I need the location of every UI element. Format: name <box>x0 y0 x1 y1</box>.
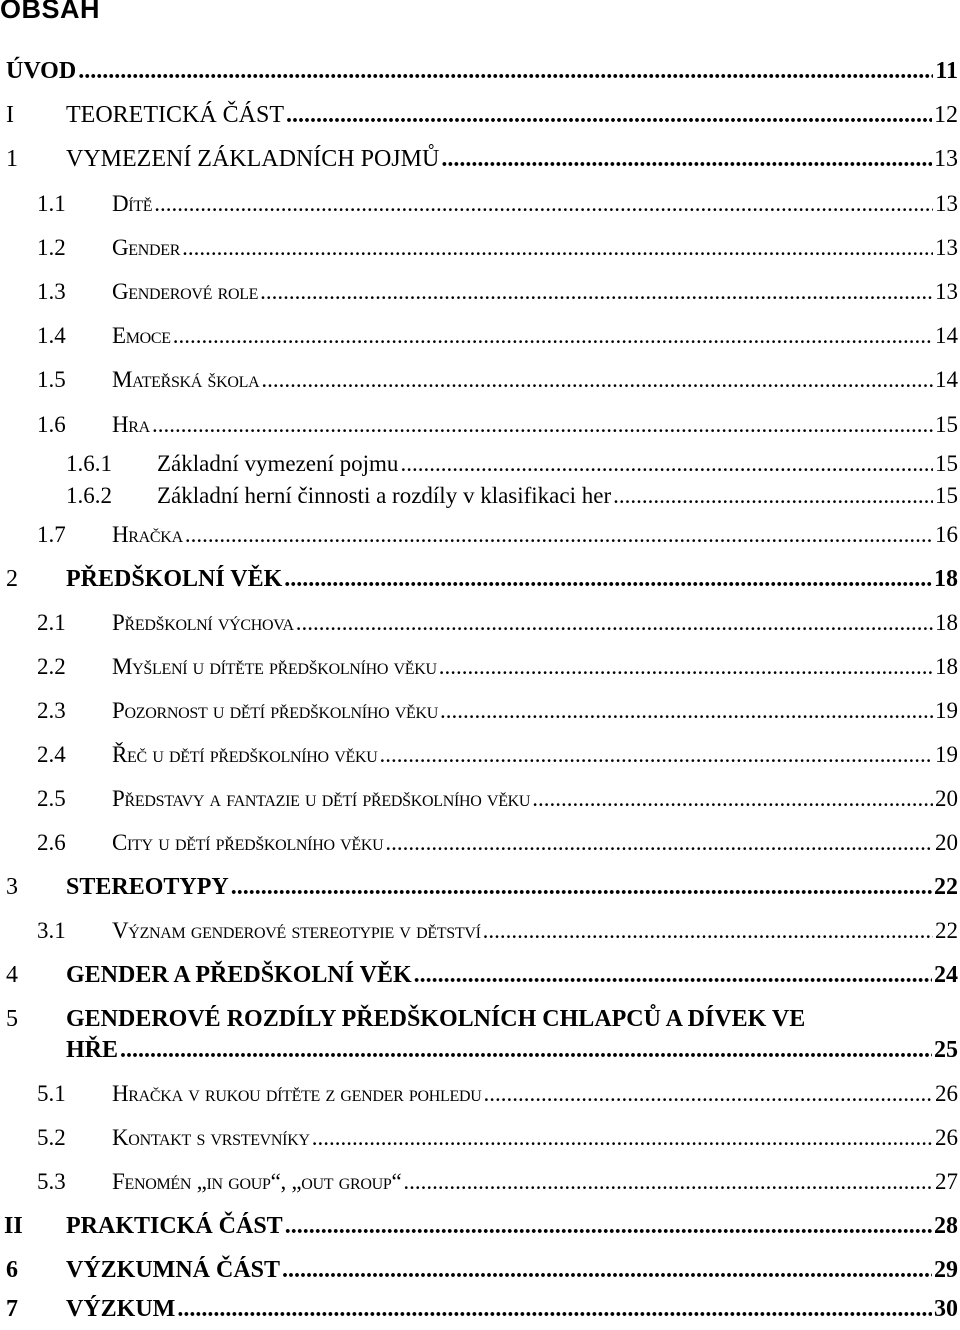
toc-entry-number: 5.2 <box>37 1125 66 1150</box>
toc-leader-dots <box>385 830 933 856</box>
toc-entry-page: 14 <box>935 323 958 348</box>
toc-entry-title: HŘE <box>66 1037 119 1063</box>
toc-entry-title: Význam genderové stereotypie v dětství <box>112 918 481 943</box>
toc-entry-chapter-5[interactable] <box>0 1037 958 1071</box>
toc-leader-dots <box>296 610 933 636</box>
toc-entry-title: Dítě <box>112 191 153 216</box>
toc-leader-dots <box>532 786 933 812</box>
toc-entry-number: 1 <box>6 146 18 172</box>
toc-entry-page: 27 <box>935 1169 958 1194</box>
toc-entry-number: 4 <box>6 962 18 988</box>
toc-entry-title: Gender <box>112 235 181 260</box>
toc-entry-page: 18 <box>935 610 958 635</box>
toc-entry-2-3[interactable] <box>0 698 958 732</box>
toc-entry-title: VÝZKUMNÁ ČÁST <box>66 1257 281 1283</box>
toc-heading: OBSAH <box>0 0 101 24</box>
toc-entry-5-3[interactable] <box>0 1169 958 1203</box>
toc-entry-page: 26 <box>935 1125 958 1150</box>
toc-entry-title: Hračka v rukou dítěte z gender pohledu <box>112 1081 482 1106</box>
toc-leader-dots <box>414 962 932 989</box>
toc-entry-2-1[interactable] <box>0 610 958 644</box>
toc-entry-1-6[interactable] <box>0 412 958 446</box>
toc-entry-number: 5.3 <box>37 1169 66 1194</box>
toc-entry-1-6-1[interactable] <box>0 451 958 485</box>
toc-entry-number: 1.6 <box>37 412 66 437</box>
toc-entry-number: 6 <box>6 1257 18 1283</box>
toc-leader-dots <box>400 451 933 477</box>
toc-entry-1-1[interactable] <box>0 191 958 225</box>
toc-entry-page: 24 <box>934 962 958 988</box>
toc-leader-dots <box>441 146 932 173</box>
toc-leader-dots <box>231 874 932 901</box>
toc-entry-title: Řeč u dětí předškolního věku <box>112 742 378 767</box>
toc-entry-title: Pozornost u dětí předškolního věku <box>112 698 439 723</box>
toc-entry-number: 2.5 <box>37 786 66 811</box>
toc-entry-page: 14 <box>935 367 958 392</box>
toc-entry-part-1[interactable] <box>0 102 958 136</box>
toc-entry-title: PŘEDŠKOLNÍ VĚK <box>66 566 283 592</box>
toc-leader-dots <box>439 654 933 680</box>
toc-entry-chapter-7[interactable] <box>0 1296 958 1330</box>
toc-entry-page: 22 <box>935 918 958 943</box>
toc-leader-dots <box>261 367 933 393</box>
toc-entry-number: 2.6 <box>37 830 66 855</box>
toc-leader-dots <box>120 1037 932 1064</box>
toc-entry-page: 11 <box>935 58 958 84</box>
toc-entry-part-2[interactable] <box>0 1213 958 1247</box>
toc-entry-page: 15 <box>935 483 958 508</box>
toc-entry-page: 13 <box>934 146 958 172</box>
toc-entry-number: 5 <box>6 1006 18 1032</box>
toc-entry-page: 20 <box>935 830 958 855</box>
toc-leader-dots <box>177 1296 932 1323</box>
toc-leader-dots <box>173 323 933 349</box>
toc-entry-title: Fenomén „in goup“, „out group“ <box>112 1169 402 1194</box>
toc-entry-number: 2.3 <box>37 698 66 723</box>
toc-entry-title: City u dětí předškolního věku <box>112 830 384 855</box>
toc-entry-5-1[interactable] <box>0 1081 958 1115</box>
toc-entry-title: Hračka <box>112 522 183 547</box>
toc-entry-title: GENDER A PŘEDŠKOLNÍ VĚK <box>66 962 412 988</box>
toc-entry-page: 16 <box>935 522 958 547</box>
toc-entry-page: 28 <box>934 1213 958 1239</box>
toc-entry-page: 18 <box>934 566 958 592</box>
toc-entry-3-1[interactable] <box>0 918 958 952</box>
toc-entry-number: 1.6.2 <box>66 483 112 508</box>
toc-entry-page: 20 <box>935 786 958 811</box>
toc-entry-5-2[interactable] <box>0 1125 958 1159</box>
toc-entry-chapter-5-line1[interactable] <box>0 1006 958 1040</box>
toc-entry-page: 19 <box>935 698 958 723</box>
toc-leader-dots <box>483 1081 933 1107</box>
toc-entry-title: Předškolní výchova <box>112 610 294 635</box>
toc-entry-title: Kontakt s vrstevníky <box>112 1125 310 1150</box>
toc-entry-number: 1.6.1 <box>66 451 112 476</box>
toc-entry-number: 5.1 <box>37 1081 66 1106</box>
toc-entry-title: Základní vymezení pojmu <box>157 451 399 476</box>
toc-entry-title: STEREOTYPY <box>66 874 229 900</box>
toc-entry-number: 1.7 <box>37 522 66 547</box>
toc-entry-page: 29 <box>934 1257 958 1283</box>
toc-leader-dots <box>613 483 933 509</box>
toc-entry-chapter-6[interactable] <box>0 1257 958 1291</box>
toc-entry-title: ÚVOD <box>6 58 77 84</box>
toc-entry-chapter-1[interactable] <box>0 146 958 180</box>
toc-entry-title: Základní herní činnosti a rozdíly v klasifikaci her <box>157 483 612 508</box>
toc-leader-dots <box>78 58 933 85</box>
toc-entry-1-6-2[interactable] <box>0 483 958 517</box>
toc-entry-page: 15 <box>935 412 958 437</box>
toc-entry-chapter-4[interactable] <box>0 962 958 996</box>
toc-entry-number: 2.1 <box>37 610 66 635</box>
toc-entry-chapter-3[interactable] <box>0 874 958 908</box>
toc-leader-dots <box>152 412 933 438</box>
toc-entry-title: Hra <box>112 412 150 437</box>
toc-entry-page: 30 <box>934 1296 958 1322</box>
toc-entry-page: 18 <box>935 654 958 679</box>
toc-leader-dots <box>312 1125 933 1151</box>
toc-entry-number: 7 <box>6 1296 18 1322</box>
toc-entry-number: 3 <box>6 874 18 900</box>
toc-entry-number: 1.3 <box>37 279 66 304</box>
toc-entry-1-4[interactable] <box>0 323 958 357</box>
toc-entry-title: Emoce <box>112 323 171 348</box>
toc-entry-title: PRAKTICKÁ ČÁST <box>66 1213 283 1239</box>
toc-entry-2-5[interactable] <box>0 786 958 820</box>
toc-entry-chapter-2[interactable] <box>0 566 958 600</box>
toc-entry-2-2[interactable] <box>0 654 958 688</box>
toc-entry-title-line1: GENDEROVÉ ROZDÍLY PŘEDŠKOLNÍCH CHLAPCŮ A DÍVEK VE <box>66 1006 806 1032</box>
toc-entry-number: I <box>6 102 14 128</box>
toc-entry-number: 1.4 <box>37 323 66 348</box>
toc-entry-number: 1.5 <box>37 367 66 392</box>
toc-entry-title: Myšlení u dítěte předškolního věku <box>112 654 437 679</box>
toc-entry-2-6[interactable] <box>0 830 958 864</box>
toc-entry-title: Genderové role <box>112 279 259 304</box>
toc-leader-dots <box>182 235 933 261</box>
toc-leader-dots <box>440 698 933 724</box>
toc-leader-dots <box>284 566 932 593</box>
toc-leader-dots <box>185 522 933 548</box>
toc-entry-page: 25 <box>934 1037 958 1063</box>
toc-entry-title: TEORETICKÁ ČÁST <box>66 102 284 128</box>
toc-leader-dots <box>260 279 933 305</box>
toc-entry-2-4[interactable] <box>0 742 958 776</box>
toc-entry-page: 13 <box>935 191 958 216</box>
toc-entry-number: II <box>4 1213 23 1239</box>
toc-entry-1-7[interactable] <box>0 522 958 556</box>
toc-leader-dots <box>483 918 933 944</box>
toc-entry-page: 13 <box>935 235 958 260</box>
toc-entry-page: 19 <box>935 742 958 767</box>
toc-entry-title: Představy a fantazie u dětí předškolního věku <box>112 786 531 811</box>
toc-entry-number: 1.1 <box>37 191 66 216</box>
toc-entry-number: 1.2 <box>37 235 66 260</box>
toc-entry-title: VYMEZENÍ ZÁKLADNÍCH POJMŮ <box>66 146 440 172</box>
toc-entry-page: 13 <box>935 279 958 304</box>
toc-entry-number: 3.1 <box>37 918 66 943</box>
toc-entry-1-2[interactable] <box>0 235 958 269</box>
toc-entry-page: 15 <box>935 451 958 476</box>
toc-leader-dots <box>286 102 932 129</box>
toc-leader-dots <box>285 1213 932 1240</box>
toc-entry-uvod[interactable] <box>0 58 958 92</box>
toc-entry-title: VÝZKUM <box>66 1296 176 1322</box>
toc-entry-page: 26 <box>935 1081 958 1106</box>
toc-leader-dots <box>154 191 933 217</box>
toc-entry-number: 2 <box>6 566 18 592</box>
toc-entry-page: 12 <box>934 102 958 128</box>
toc-entry-number: 2.2 <box>37 654 66 679</box>
toc-entry-1-5[interactable] <box>0 367 958 401</box>
toc-leader-dots <box>403 1169 933 1195</box>
toc-leader-dots <box>282 1257 932 1284</box>
toc-entry-number: 2.4 <box>37 742 66 767</box>
toc-leader-dots <box>379 742 933 768</box>
toc-entry-title: Mateřská škola <box>112 367 260 392</box>
toc-entry-page: 22 <box>934 874 958 900</box>
toc-entry-1-3[interactable] <box>0 279 958 313</box>
